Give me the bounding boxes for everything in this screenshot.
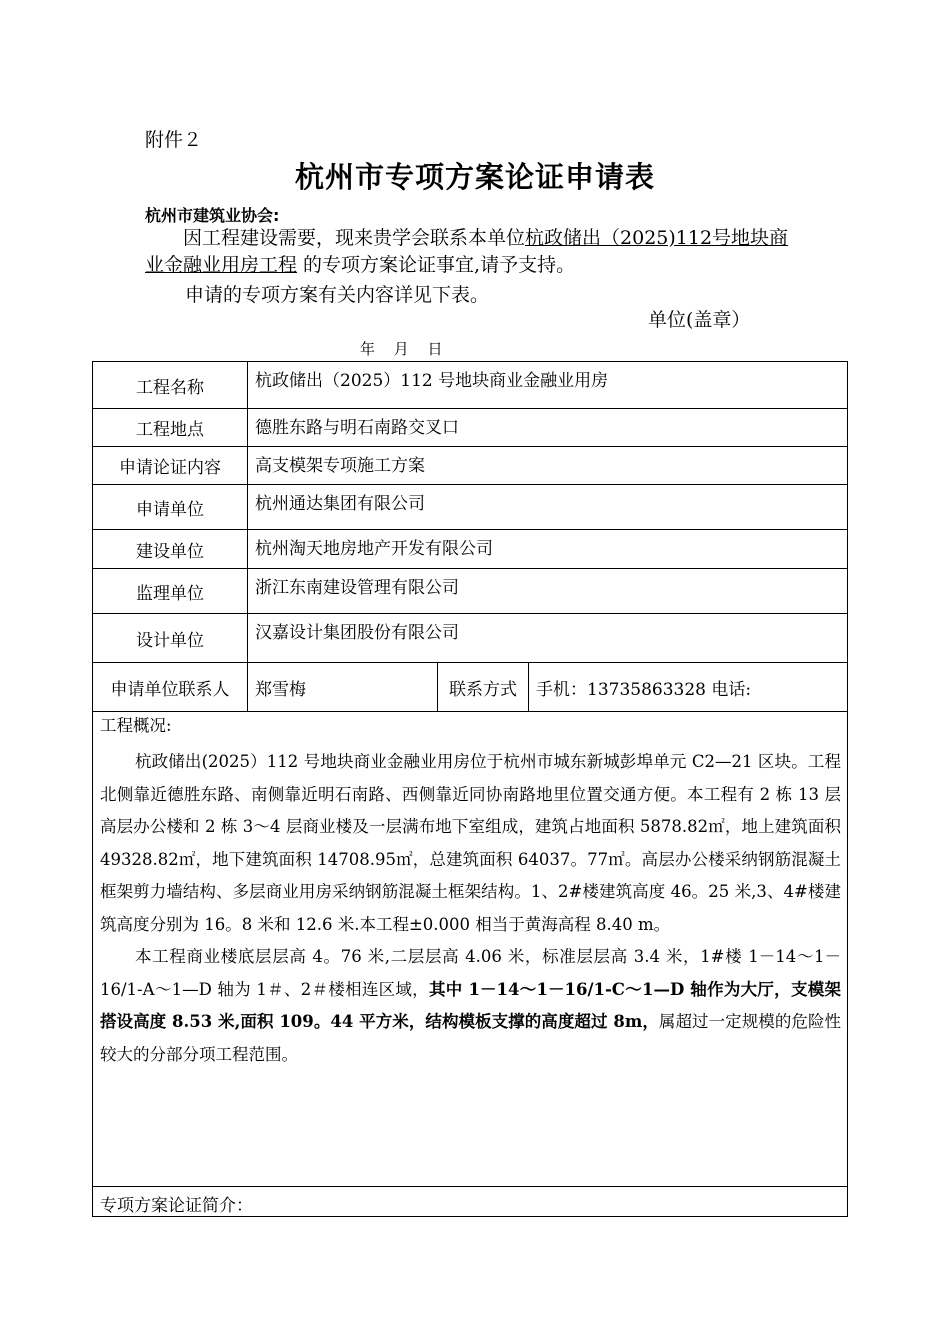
table-row bbox=[93, 447, 848, 485]
row-value: 德胜东路与明石南路交叉口 bbox=[248, 409, 848, 447]
intro-before: 因工程建设需要，现来贵学会联系本单位 bbox=[183, 227, 526, 249]
attachment-label: 附件２ bbox=[145, 129, 203, 151]
table-row bbox=[93, 362, 848, 409]
brief-label: 专项方案论证简介： bbox=[93, 1187, 848, 1217]
row-label: 工程名称 bbox=[93, 362, 248, 409]
row-value: 汉嘉设计集团股份有限公司 bbox=[248, 614, 848, 663]
intro-paragraph bbox=[145, 225, 795, 279]
table-row bbox=[93, 409, 848, 447]
table-row bbox=[93, 530, 848, 569]
overview-heading: 工程概况: bbox=[100, 716, 172, 735]
form-title: 杭州市专项方案论证申请表 bbox=[294, 160, 655, 194]
overview-para2 bbox=[100, 941, 841, 1071]
row-value: 杭政储出（2025）112 号地块商业金融业用房 bbox=[248, 362, 848, 409]
contact-row bbox=[93, 663, 848, 712]
contact-name: 郑雪梅 bbox=[248, 663, 438, 712]
addressee: 杭州市建筑业协会: bbox=[145, 206, 280, 225]
overview-para2-text: 本工程商业楼底层层高 4。76 米,二层层高 4.06 米，标准层层高 3.4 米，1#楼 1－14～1－16/1-A～1—D 轴为 1＃、2＃楼相连区域， bbox=[100, 947, 841, 999]
project-name-underlined: 杭政储出（2025)112号地块商业金融业用房工程 bbox=[145, 227, 789, 276]
intro-after: 的专项方案论证事宜,请予支持。 bbox=[297, 254, 576, 276]
overview-para1: 杭政储出(2025）112 号地块商业金融业用房位于杭州市城东新城彭埠单元 C2—21 区块。工程北侧靠近德胜东路、南侧靠近明石南路、西侧靠近同协南路地里位置交通方便。本工程有 2 栋 13 层高层办公楼和 2 栋 3～4 层商业楼及一层满布地下室组成，建筑占地面积 5878.82㎡，地上建筑面积 49328.82㎡，地下建筑面积 14708.95㎡，总建筑面积 64037。77㎡。高层办公楼采纳钢筋混凝土框架剪力墙结构、多层商业用房采纳钢筋混凝土框架结构。1、2#楼建筑高度 46。25 米,3、4#楼建筑高度分别为 16。8 米和 12.6 米.本工程±0.000 相当于黄海高程 8.40 m。 bbox=[100, 752, 841, 934]
brief-row bbox=[93, 1187, 848, 1217]
application-table bbox=[92, 361, 848, 1217]
contact-label: 申请单位联系人 bbox=[93, 663, 248, 712]
date-line: 年 月 日 bbox=[360, 340, 443, 358]
contact-method-label: 联系方式 bbox=[438, 663, 529, 712]
table-row bbox=[93, 485, 848, 530]
row-value: 浙江东南建设管理有限公司 bbox=[248, 569, 848, 614]
row-label: 监理单位 bbox=[93, 569, 248, 614]
row-label: 工程地点 bbox=[93, 409, 248, 447]
row-value: 杭州淘天地房地产开发有限公司 bbox=[248, 530, 848, 569]
contact-method-value: 手机：13735863328 电话: bbox=[529, 663, 848, 712]
overview-para2-bold: 其中 1－14～1－16/1-C～1—D 轴作为大厅，支模架搭设高度 8.53 米,面积 109。44 平方米，结构模板支撑的高度超过 8m， bbox=[100, 979, 841, 1031]
row-value: 高支模架专项施工方案 bbox=[248, 447, 848, 485]
seal-label: 单位(盖章） bbox=[648, 309, 751, 331]
row-label: 建设单位 bbox=[93, 530, 248, 569]
intro-line2: 申请的专项方案有关内容详见下表。 bbox=[185, 284, 490, 306]
overview-cell bbox=[93, 712, 848, 1187]
table-row bbox=[93, 614, 848, 663]
row-label: 申请论证内容 bbox=[93, 447, 248, 485]
overview-row bbox=[93, 712, 848, 1187]
table-row bbox=[93, 569, 848, 614]
row-label: 设计单位 bbox=[93, 614, 248, 663]
overview-para2-tail: 属超过一定规模的危险性较大的分部分项工程范围。 bbox=[100, 1012, 842, 1064]
row-value: 杭州通达集团有限公司 bbox=[248, 485, 848, 530]
row-label: 申请单位 bbox=[93, 485, 248, 530]
